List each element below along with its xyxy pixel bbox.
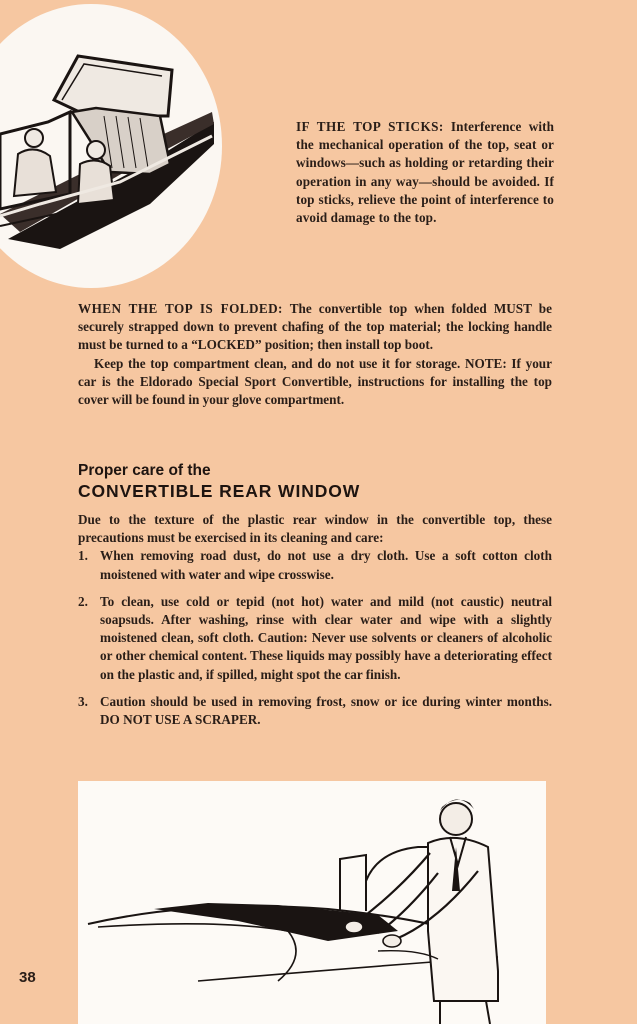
convertible-car-drawing (0, 4, 222, 288)
man-cleaning-window-drawing (78, 781, 546, 1024)
list-item (78, 547, 552, 583)
list-item (78, 593, 552, 684)
list-item (78, 693, 552, 729)
rear-window-intro: Due to the texture of the plastic rear window in the convertible top, these precautions must be exercised in its cleaning and care: (78, 512, 552, 546)
list-item-number: 3. (78, 693, 88, 709)
top-folded-section (78, 300, 552, 409)
list-item-text: Caution should be used in removing frost, snow or ice during winter months. DO NOT USE A SCRAPER. (100, 693, 552, 728)
rear-window-care (78, 511, 552, 729)
section-heading-line2: CONVERTIBLE REAR WINDOW (78, 481, 361, 501)
top-folded-lead: WHEN THE TOP IS FOLDED: (78, 301, 283, 316)
list-item-text: To clean, use cold or tepid (not hot) water and mild (not caustic) neutral soapsuds. After washing, rinse with clear water and wipe with a slightly moistened clean, soft cloth. Caution: Never use solvents or cleaners of alcoholic or other chemical content. These liquids may possibly have a deteriorating effect on the plastic and, if spilled, might spot the car finish. (100, 593, 552, 682)
precautions-list (78, 547, 552, 729)
top-folded-body: The convertible top when folded MUST be securely strapped down to prevent chafing of the top material; the locking handle must be turned to a “LOCKED” position; then install top boot. (78, 301, 552, 353)
section-heading (78, 461, 360, 502)
section-heading-line1: Proper care of the (78, 462, 211, 479)
top-folded-paragraph (78, 300, 552, 355)
list-item-number: 2. (78, 593, 88, 609)
list-item-text: When removing road dust, do not use a dry cloth. Use a soft cotton cloth moistened with water and wipe crosswise. (100, 548, 552, 582)
top-sticks-paragraph (296, 118, 554, 227)
page-number: 38 (19, 969, 36, 986)
top-sticks-body: Interference with the mechanical operation of the top, seat or windows—such as holding or retarding their operation in any way—should be avoided. If top sticks, relieve the point of interference to avoid damage to the top. (296, 119, 555, 226)
convertible-top-illustration (0, 4, 222, 288)
list-item-number: 1. (78, 548, 88, 564)
rear-window-cleaning-illustration (78, 781, 546, 1024)
top-compartment-paragraph: Keep the top compartment clean, and do not use it for storage. NOTE: If your car is the Eldorado Special Sport Convertible, instructions for installing the top cover will be found in your glove compartment. (78, 355, 552, 408)
top-sticks-lead: IF THE TOP STICKS: (296, 119, 444, 134)
